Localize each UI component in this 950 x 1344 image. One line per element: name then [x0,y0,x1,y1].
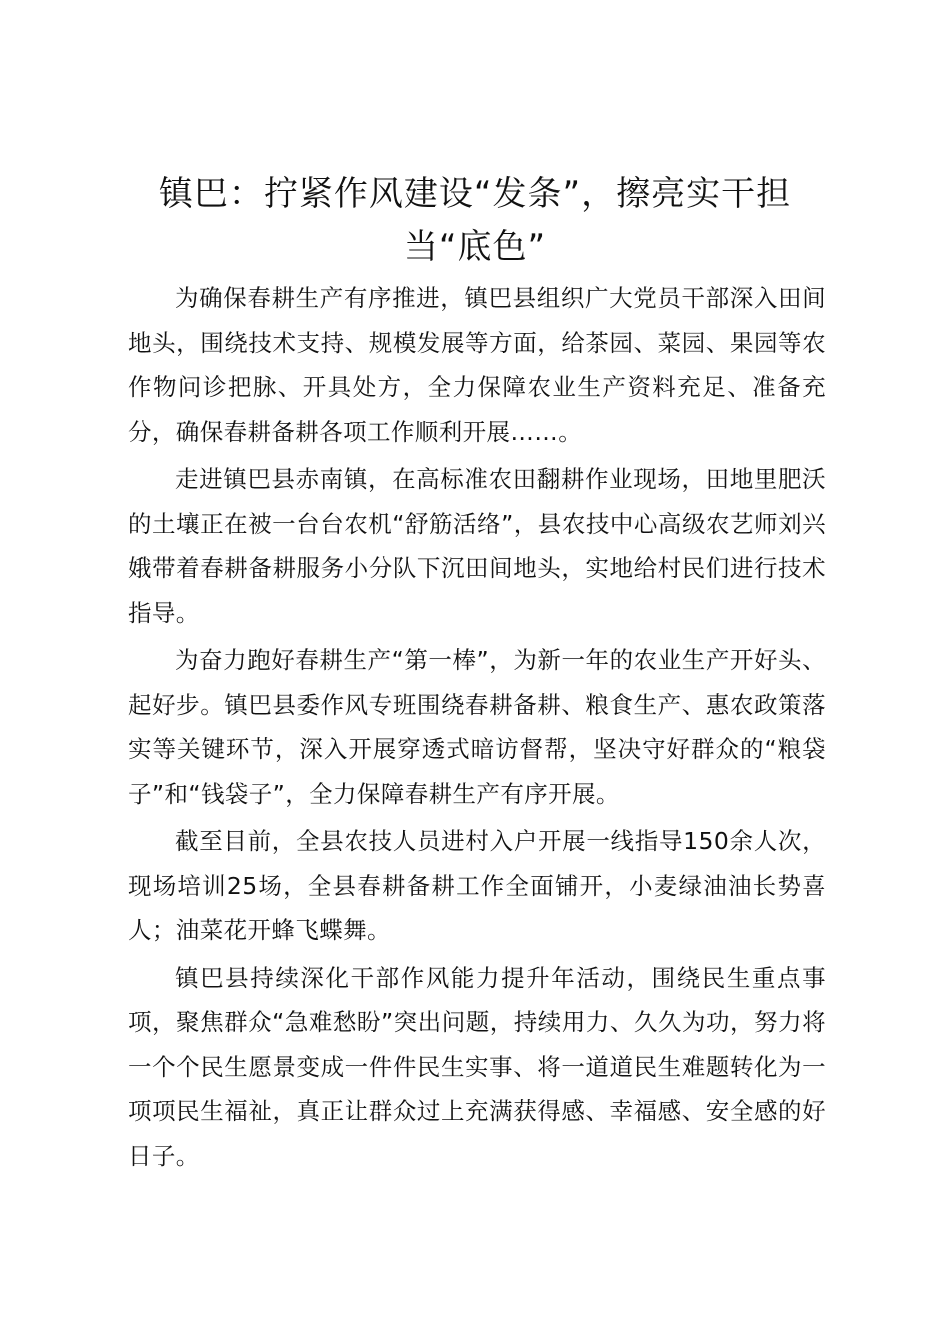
paragraph-3: 为奋力跑好春耕生产“第一棒”，为新一年的农业生产开好头、起好步。镇巴县委作风专班围绕春耕备耕、粮食生产、惠农政策落实等关键环节，深入开展穿透式暗访督帮，坚决守好群众的“粮袋子”和“钱袋子”，全力保障春耕生产有序开展。 [128,646,826,808]
paragraph-4: 截至目前，全县农技人员进村入户开展一线指导150余人次，现场培训25场，全县春耕备耕工作全面铺开，小麦绿油油长势喜人；油菜花开蜂飞蝶舞。 [128,827,826,944]
article-title: 镇巴：拧紧作风建设“发条”，擦亮实干担当“底色” [158,174,792,267]
paragraph-5: 镇巴县持续深化干部作风能力提升年活动，围绕民生重点事项，聚焦群众“急难愁盼”突出问题，持续用力、久久为功，努力将一个个民生愿景变成一件件民生实事、将一道道民生难题转化为一项项民生福祉，真正让群众过上充满获得感、幸福感、安全感的好日子。 [128,963,826,1170]
paragraph-1: 为确保春耕生产有序推进，镇巴县组织广大党员干部深入田间地头，围绕技术支持、规模发展等方面，给茶园、菜园、果园等农作物问诊把脉、开具处方，全力保障农业生产资料充足、准备充分，确保春耕备耕各项工作顺利开展……。 [128,284,826,446]
paragraph-2: 走进镇巴县赤南镇，在高标准农田翻耕作业现场，田地里肥沃的土壤正在被一台台农机“舒筋活络”，县农技中心高级农艺师刘兴娥带着春耕备耕服务小分队下沉田间地头，实地给村民们进行技术指导。 [128,465,826,627]
article-body [128,276,826,1181]
